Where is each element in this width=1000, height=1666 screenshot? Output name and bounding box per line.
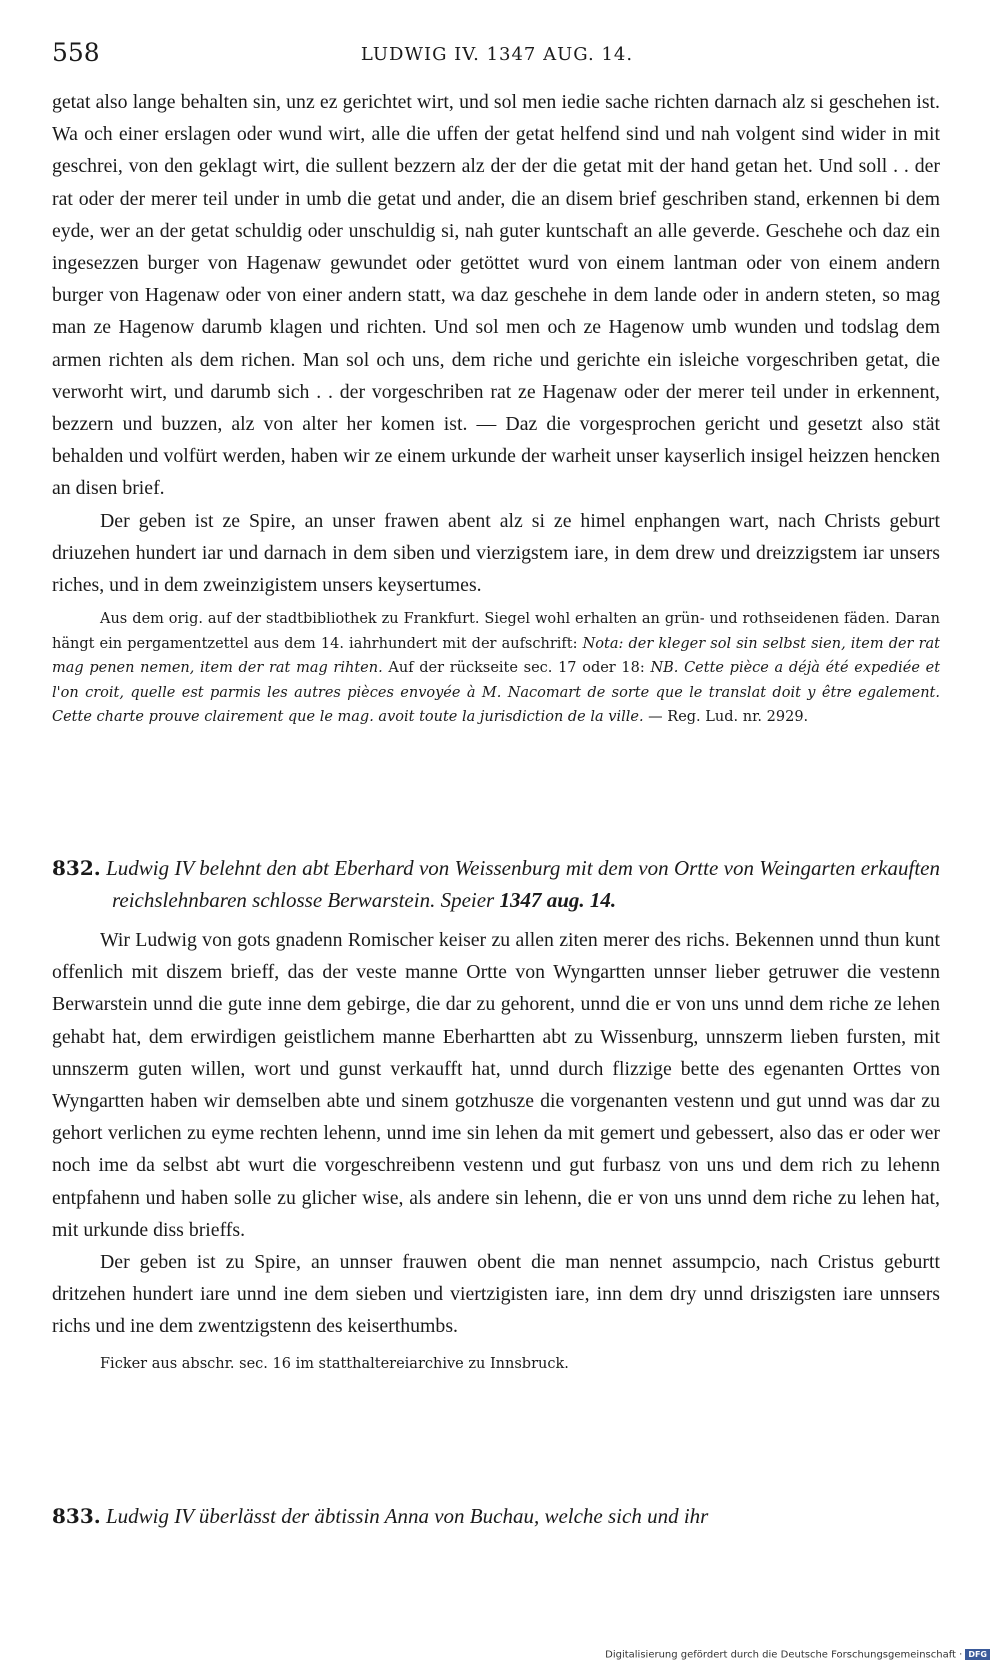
regest-date: 1347 aug. 14. [499, 888, 617, 912]
section-832 [52, 852, 940, 1375]
charter-text: Wir Ludwig von gots gnadenn Romischer keiser zu allen ziten merer des richs. Bekennen unnd thun kunt offenlich mit diszem brieff, das der veste manne Ortte von Wyngartten unnser lieber getruwer die vestenn Berwarstein unnd die gute inne dem gebirge, die dar zu gehorent, unnd die er von uns unnd dem riche ze lehen gehabt hat, dem erwirdigen geistlichem manne Eberhartten abt zu Wissenburg, unnszerm lieben fursten, mit unnszerm guten willen, wort und gunst verkaufft hat, unnd durch flizzige bette des egenanten Orttes von Wyngartten haben wir demselben abte und sinem gotzhusze die vorgenanten vestenn und gut unnd was dar zu gehort verlichen zu eyme rechten lehenn, unnd ime sin lehen da mit gemert und gebessert, also das er oder wer noch ime da selbst abt wurt die vorgeschreibenn vestenn und gut furbasz von uns und dem rich zu lehenn entpfahenn und haben solle zu glicher wise, als andere sin lehenn, die er von uns unnd dem riche zu lehen hat, mit urkunde diss brieffs. [52, 929, 940, 1241]
regest-text: Ludwig IV überlässt der äbtissin Anna von Buchau, welche sich und ihr [105, 1504, 709, 1528]
note-quote: NB. Cette pièce a déjà été expediée et l'on croit, quelle est parmis les autres pièces envoyée à M. Nacomart de sorte que le translat doit y être egalement. Cette charte prouve clairement que le mag. avoit toute la jurisdiction de la ville. [52, 660, 941, 726]
footer-text: Digitalisierung gefördert durch die Deutsche Forschungsgemeinschaft · [605, 1649, 963, 1661]
dfg-logo: DFG [965, 1649, 990, 1660]
charter-dating-clause: Der geben ist ze Spire, an unser frawen abent alz si ze himel enphangen wart, nach Christs geburt driuzehen hundert iar und darnach in dem siben und vierzigstem iare, in dem drew und dreizzigstem iar unsers riches, und in dem zweinzigistem unsers keysertumes. [52, 509, 940, 597]
note-quote: Nota: der kleger sol sin selbst sien, item der rat mag penen nemen, item der rat mag rihten. [52, 635, 941, 677]
regest-text: Ludwig IV belehnt den abt Eberhard von Weissenburg mit dem von Ortte von Weingarten erkauften reichslehnbaren schlosse Berwarstein. Speier [106, 856, 940, 912]
section-833 [52, 1500, 940, 1532]
page-number: 558 [52, 38, 100, 67]
editorial-note [52, 607, 940, 730]
running-title: LUDWIG IV. 1347 AUG. 14. [360, 44, 634, 65]
note-text: Auf der rückseite sec. 17 oder 18: [388, 660, 645, 677]
charter-dating-clause: Der geben ist zu Spire, an unnser frauwen obent die man nennet assumpcio, nach Cristus geburtt dritzehen hundert iare unnd ine dem sieben und viertzigisten iare, inn dem dry unnd driszigsten iare unnsers richs und ine dem zwentzigstenn des keiserthumbs. [52, 1251, 940, 1338]
regest-heading [52, 1500, 940, 1532]
charter-text: getat also lange behalten sin, unz ez gerichtet wirt, und sol men iedie sache richten darnach alz si geschehen ist. Wa och einer erslagen oder wund wirt, alle die uffen der getat helfend sind und nah volgent sind wider in mit geschrei, von den geklagt wirt, die sullent bezzern alz der der die getat mit der hand getan het. Und soll . . der rat oder der merer teil under in umb die getat und ander, die an disem brief geschriben stand, erkennen bi dem eyde, wer an der getat schuldig oder unschuldig si, nah guter kuntschaft an alle geverde. Geschehe och daz ein ingesezzen burger von Hagenaw gewundet oder getöttet wurd von einem lantman oder von einem andern burger von Hagenaw oder von einer andern statt, wa daz geschehe in dem lande oder in andern steten, so mag man ze Hagenow darumb klagen und richten. Und sol men och ze Hagenow umb wunden und todslag dem armen richten als dem richen. Man sol och uns, dem riche und gerichte ein isleiche vorgeschriben getat, die verworht wirt, und darumb sich . . der vorgeschriben rat ze Hagenaw oder der merer teil under in erkennent, bezzern und buzzen, alz von alter her komen ist. — Daz die vorgesprochen gericht und gesetzt also stät behalden und volfürt werden, haben wir ze einem urkunde der warheit unser kayserlich insigel heizzen hencken an disen brief. [52, 91, 940, 500]
note-reference: — Reg. Lud. nr. 2929. [648, 709, 809, 726]
entry-number: 832. [52, 856, 101, 880]
regest-heading [52, 852, 940, 916]
digitization-footer [605, 1649, 990, 1661]
entry-number: 833. [52, 1504, 101, 1528]
continued-charter [52, 86, 940, 730]
source-note: Ficker aus abschr. sec. 16 im statthaltereiarchive zu Innsbruck. [100, 1355, 569, 1372]
page-header [52, 38, 942, 72]
note-text: Aus dem orig. auf der stadtbibliothek zu Frankfurt. Siegel wohl erhalten an grün- und rothseidenen fäden. Daran hängt ein pergamentzettel aus dem 14. iahrhundert mit der aufschrift: [52, 611, 940, 652]
